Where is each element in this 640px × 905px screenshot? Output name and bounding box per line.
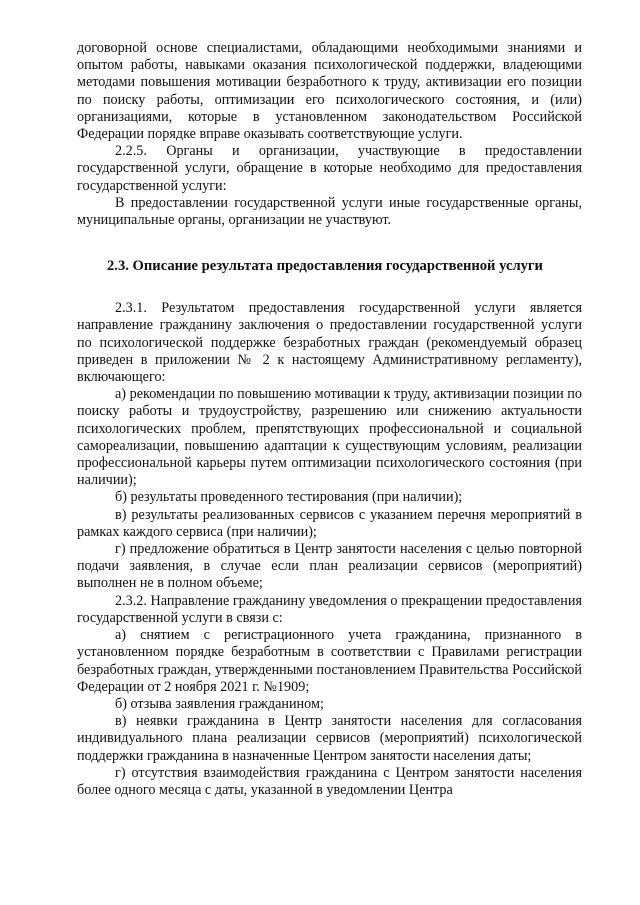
list-item-a-deregistration: а) снятием с регистрационного учета гражданина, признанного в установленном порядке безработным в соответствии с Правилами регистрации безработных граждан, утвержденными постановлением Правительства Российской Федерации от 2 ноября 2021 г. №1909;	[77, 627, 582, 695]
list-item-v-services: в) результаты реализованных сервисов с указанием перечня мероприятий в рамках каждого сервиса (при наличии);	[77, 506, 582, 540]
list-item-a-recommendations: а) рекомендации по повышению мотивации к труду, активизации позиции по поиску работы и трудоустройству, разрешению или снижению актуальности психологических проблем, препятствующих профессиональной и социальной самореализации, повышению адаптации к существующим условиям, реализации профессиональной карьеры путем оптимизации психологического состояния (при наличии);	[77, 386, 582, 489]
list-item-g-no-interaction: г) отсутствия взаимодействия гражданина с Центром занятости населения более одного месяца с даты, указанной в уведомлении Центра	[77, 764, 582, 798]
paragraph-2-2-5: 2.2.5. Органы и организации, участвующие в предоставлении государственной услуги, обращение в которые необходимо для предоставления государственной услуги:	[77, 143, 582, 194]
document-page	[77, 40, 582, 799]
list-item-b-withdrawal: б) отзыва заявления гражданином;	[115, 695, 324, 712]
list-item-b-testing: б) результаты проведенного тестирования (при наличии);	[115, 489, 463, 506]
paragraph-continuation: договорной основе специалистами, обладающими необходимыми знаниями и опытом работы, навыками оказания психологической поддержки, владеющими методами повышения мотивации безработного к труду, активизации его позиции по поиску работы, оптимизации его психологического состояния, и (или) организациями, которые в установленном законодательством Российской Федерации порядке вправе оказывать соответствующие услуги.	[77, 40, 582, 143]
paragraph-no-participation: В предоставлении государственной услуги иные государственные органы, муниципальные органы, организации не участвуют.	[77, 194, 582, 229]
list-item-g-reapply: г) предложение обратиться в Центр занятости населения с целью повторной подачи заявления, в случае если план реализации сервисов (мероприятий) выполнен не в полном объеме;	[77, 541, 582, 592]
paragraph-2-3-1: 2.3.1. Результатом предоставления государственной услуги является направление гражданину заключения о предоставлении государственной услуги по психологической поддержке безработных граждан (рекомендуемый образец приведен в приложении № 2 к настоящему Административному регламенту), включающего:	[77, 300, 582, 386]
section-heading: 2.3. Описание результата предоставления государственной услуги	[107, 258, 543, 275]
list-item-v-no-show: в) неявки гражданина в Центр занятости населения для согласования индивидуального плана реализации сервисов (мероприятий) психологической поддержки гражданина в назначенные Центром занятости населения даты;	[77, 713, 582, 764]
paragraph-2-3-2: 2.3.2. Направление гражданину уведомления о прекращении предоставления государственной услуги в связи с:	[77, 592, 582, 626]
